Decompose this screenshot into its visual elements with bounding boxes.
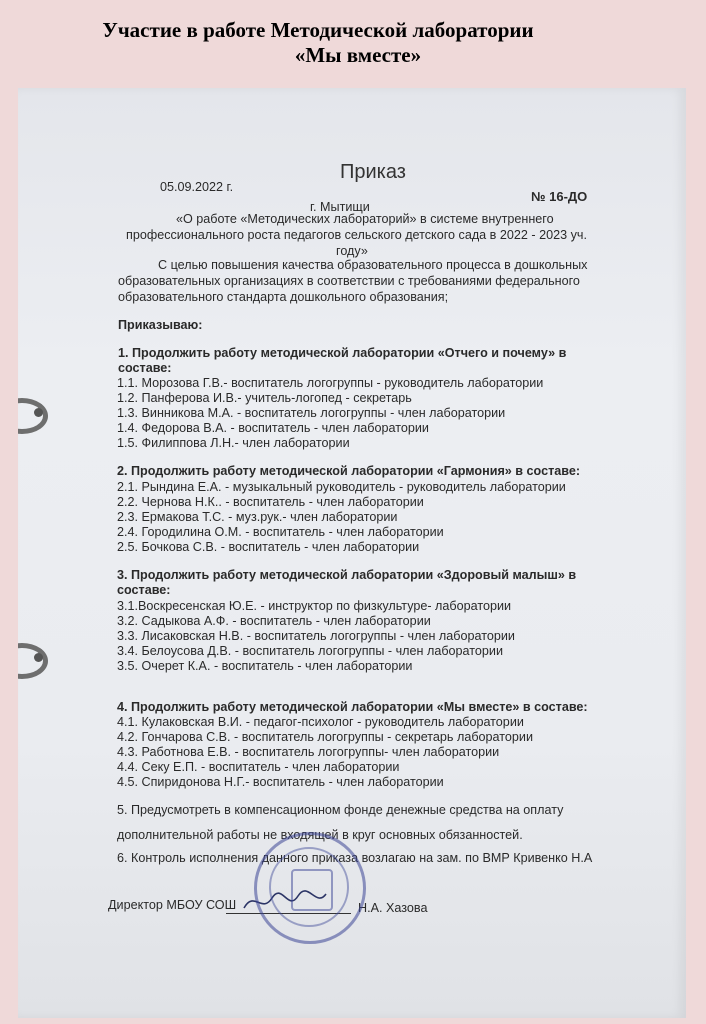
page-title-line-1: Участие в работе Методической лаборатории [102,18,534,42]
page-title-line-2: «Мы вместе» [294,43,422,67]
signature-position: Директор МБОУ СОШ [108,898,237,912]
list-item: 2.1. Рындина Е.А. - музыкальный руководитель - руководитель лаборатории [117,480,566,494]
list-item: 4.2. Гончарова С.В. - воспитатель логогруппы - секретарь лаборатории [117,730,533,744]
list-item: 3.3. Лисаковская Н.В. - воспитатель логогруппы - член лаборатории [117,629,515,643]
section-heading: составе: [117,583,171,597]
page-title [0,18,706,68]
list-item: 4.5. Спиридонова Н.Г.- воспитатель - член лаборатории [117,775,444,789]
document-city: г. Мытищи [310,200,370,214]
section-heading: 4. Продолжить работу методической лаборатории «Мы вместе» в составе: [117,700,588,714]
section-heading: 2. Продолжить работу методической лаборатории «Гармония» в составе: [117,464,581,478]
document-title: Приказ [340,161,406,183]
signature-name: Н.А. Хазова [358,901,428,915]
list-item: 4.1. Кулаковская В.И. - педагог-психолог - руководитель лаборатории [117,715,524,729]
list-item: 1.5. Филиппова Л.Н.- член лаборатории [117,436,350,450]
list-item: 3.5. Очерет К.А. - воспитатель - член лаборатории [117,659,413,673]
subject-line-2: профессионального роста педагогов сельского детского сада в 2022 - 2023 уч. [126,228,587,242]
section-heading: 1. Продолжить работу методической лаборатории «Отчего и почему» в [118,346,567,360]
list-item: 1.2. Панферова И.В.- учитель-логопед - секретарь [117,391,412,405]
list-item: 4.4. Секу Е.П. - воспитатель - член лаборатории [117,760,400,774]
preamble-line-2: образовательных организациях в соответствии с требованиями федерального [118,274,580,288]
round-stamp-icon [254,832,366,944]
section-heading: составе: [118,361,172,375]
list-item: 2.4. Городилина О.М. - воспитатель - член лаборатории [117,525,444,539]
list-item: 2.3. Ермакова Т.С. - муз.рук.- член лаборатории [117,510,398,524]
point-6: 6. Контроль исполнения данного приказа возлагаю на зам. по ВМР Кривенко Н.А [117,851,593,865]
document-date: 05.09.2022 г. [160,180,234,194]
preamble-line-1: С целью повышения качества образовательного процесса в дошкольных [158,258,588,272]
list-item: 3.4. Белоусова Д.В. - воспитатель логогруппы - член лаборатории [117,644,503,658]
subject-line-1: «О работе «Методических лабораторий» в системе внутреннего [176,212,554,226]
document-number: № 16-ДО [531,189,588,204]
list-item: 2.2. Чернова Н.К.. - воспитатель - член лаборатории [117,495,424,509]
section-heading: 3. Продолжить работу методической лаборатории «Здоровый малыш» в [117,568,577,582]
order-word: Приказываю: [118,318,203,332]
list-item: 1.3. Винникова М.А. - воспитатель логогруппы - член лаборатории [117,406,506,420]
preamble-line-3: образовательного стандарта дошкольного образования; [118,290,449,304]
list-item: 3.1.Воскресенская Ю.Е. - инструктор по физкультуре- лаборатории [117,599,512,613]
list-item: 2.5. Бочкова С.В. - воспитатель - член лаборатории [117,540,420,554]
list-item: 1.1. Морозова Г.В.- воспитатель логогруппы - руководитель лаборатории [117,376,544,390]
document-photo [18,88,686,1018]
list-item: 1.4. Федорова В.А. - воспитатель - член лаборатории [117,421,429,435]
list-item: 4.3. Работнова Е.В. - воспитатель логогруппы- член лаборатории [117,745,500,759]
point-5-line-1: 5. Предусмотреть в компенсационном фонде денежные средства на оплату [117,803,564,817]
point-5-line-2: дополнительной работы не входящей в круг основных обязанностей. [117,828,523,842]
list-item: 3.2. Садыкова А.Ф. - воспитатель - член лаборатории [117,614,431,628]
subject-line-3: году» [336,244,368,258]
order-document [18,88,686,1018]
